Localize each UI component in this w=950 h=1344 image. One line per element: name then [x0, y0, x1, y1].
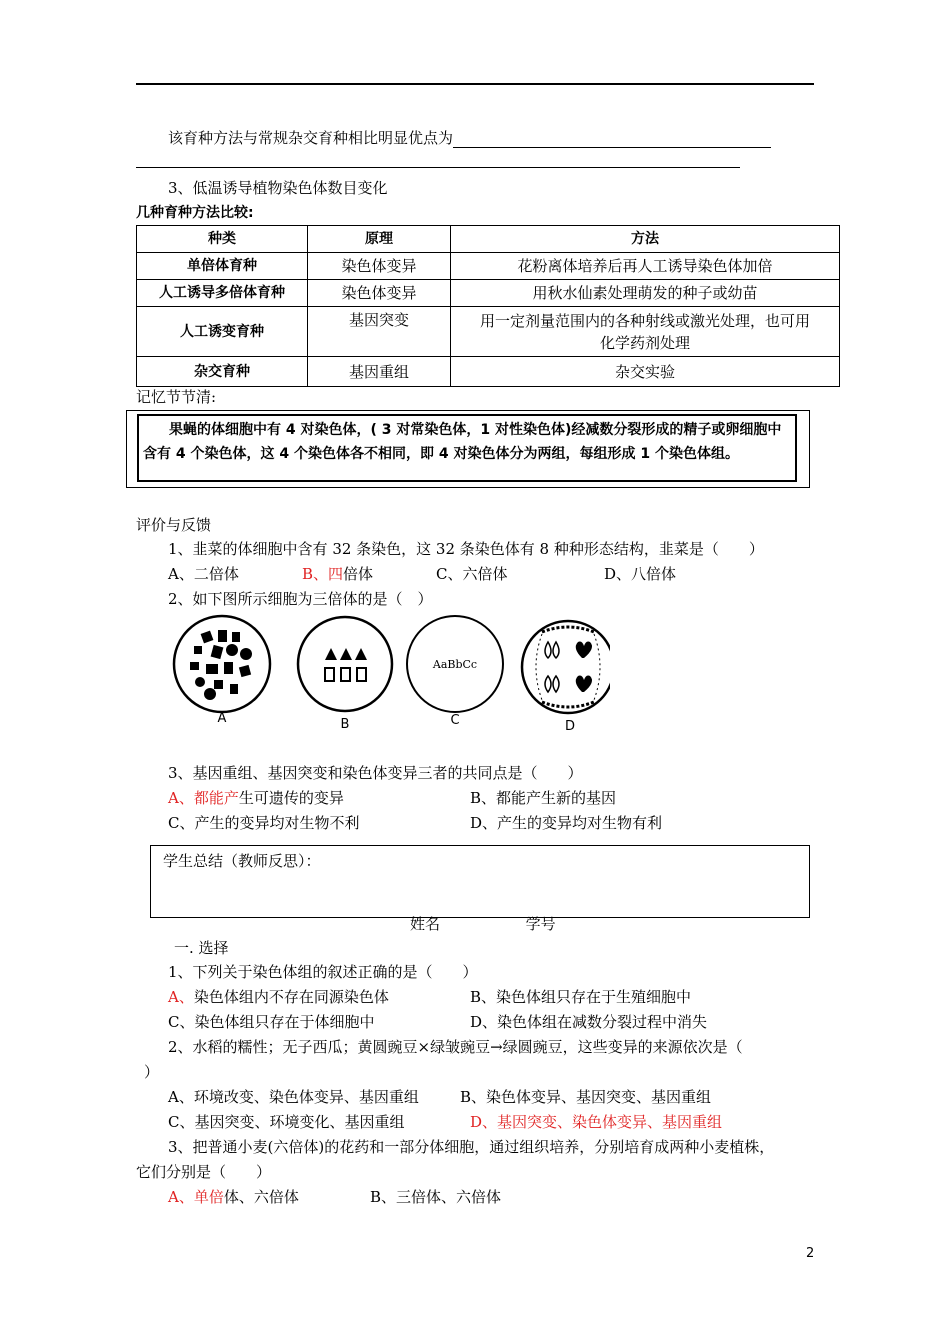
- quiz-q3-option-b[interactable]: B、三倍体、六倍体: [370, 1188, 502, 1206]
- table-row: [137, 307, 840, 357]
- quiz-q1-option-a[interactable]: [168, 987, 389, 1007]
- comparison-title: 几种育种方法比较:: [136, 205, 254, 221]
- row-kind: 单倍体育种: [137, 253, 308, 280]
- row-method: 花粉离体培养后再人工诱导染色体加倍: [451, 253, 840, 280]
- quiz-q3-stem-cont: 它们分别是（ ）: [136, 1163, 272, 1181]
- eval-q1-option-c[interactable]: C、六倍体: [436, 565, 508, 583]
- quiz-q2-stem: 2、水稻的糯性；无子西瓜；黄圆豌豆×绿皱豌豆→绿圆豌豆，这些变异的来源依次是（: [168, 1038, 743, 1056]
- row-principle: 染色体变异: [308, 280, 451, 307]
- eval-q1-option-b[interactable]: [302, 564, 373, 584]
- eval-q1-option-b-rest: 倍体: [343, 565, 374, 583]
- quiz-q3-option-a-rest: 体、六倍体: [223, 1188, 299, 1206]
- quiz-q3-stem: 3、把普通小麦(六倍体)的花药和一部分体细胞，通过组织培养，分别培育成两种小麦植株，: [168, 1138, 775, 1156]
- advantage-label: 该育种方法与常规杂交育种相比明显优点为: [168, 129, 454, 147]
- header-principle: 原理: [308, 226, 451, 253]
- cell-d-figure[interactable]: [522, 621, 610, 713]
- row-method: 用秋水仙素处理萌发的种子或幼苗: [451, 280, 840, 307]
- cell-label-c: C: [450, 713, 460, 728]
- table-row: [137, 357, 840, 387]
- quiz-q2-option-a[interactable]: A、环境改变、染色体变异、基因重组: [168, 1088, 419, 1106]
- header-method: 方法: [451, 226, 840, 253]
- cell-c-figure[interactable]: [407, 616, 503, 712]
- memo-label: 记忆节节清:: [136, 388, 217, 406]
- cell-label-a: A: [217, 711, 227, 726]
- name-blank[interactable]: [445, 917, 521, 932]
- row-kind: 人工诱变育种: [137, 307, 308, 357]
- cell-diagram-figure: [170, 612, 610, 738]
- quiz-q2-answer-mark: D、基因突变、染色体变异、基因重组: [470, 1113, 723, 1131]
- row-principle: 基因突变: [308, 307, 451, 357]
- row-kind: 杂交育种: [137, 357, 308, 387]
- eval-q3-stem: 3、基因重组、基因突变和染色体变异三者的共同点是（ ）: [168, 764, 583, 782]
- name-label: 姓名: [410, 915, 441, 932]
- quiz-q2-stem-cont: ）: [144, 1063, 160, 1081]
- breeding-comparison-table: [136, 225, 840, 387]
- quiz-q1-option-c[interactable]: C、染色体组只存在于体细胞中: [168, 1013, 375, 1031]
- eval-q1-answer-mark: B、四: [302, 565, 344, 583]
- id-label: 学号: [525, 915, 556, 932]
- header-kind: 种类: [137, 226, 308, 253]
- quiz-q3-answer-mark: A、单倍: [168, 1188, 224, 1206]
- identity-line: [410, 914, 652, 932]
- eval-q2-stem: 2、如下图所示细胞为三倍体的是（ ）: [168, 590, 433, 608]
- evaluation-title: 评价与反馈: [136, 516, 212, 534]
- eval-q3-option-a[interactable]: [168, 788, 344, 808]
- item-3-heading: 3、低温诱导植物染色体数目变化: [168, 179, 388, 197]
- cell-label-b: B: [340, 717, 350, 732]
- quiz-q1-option-b[interactable]: B、染色体组只存在于生殖细胞中: [470, 988, 692, 1006]
- student-summary-box[interactable]: [150, 845, 810, 918]
- eval-q1-option-a[interactable]: A、二倍体: [168, 565, 239, 583]
- cell-a-figure[interactable]: [174, 616, 270, 712]
- quiz-section-title: 一. 选择: [174, 939, 229, 957]
- quiz-q2-option-d[interactable]: [470, 1112, 722, 1132]
- table-row: [137, 253, 840, 280]
- row-method-line: 化学药剂处理: [599, 333, 690, 352]
- quiz-q1-stem: 1、下列关于染色体组的叙述正确的是（ ）: [168, 963, 478, 981]
- eval-q3-option-d[interactable]: D、产生的变异均对生物有利: [470, 814, 663, 832]
- cell-label-d: D: [564, 719, 576, 734]
- header-rule: [136, 83, 814, 85]
- cell-c-genotype: AaBbCc: [432, 658, 478, 671]
- eval-q3-option-c[interactable]: C、产生的变异均对生物不利: [168, 814, 360, 832]
- eval-q1-option-d[interactable]: D、八倍体: [604, 565, 677, 583]
- row-principle: 染色体变异: [308, 253, 451, 280]
- cell-b-figure[interactable]: [298, 617, 392, 711]
- advantage-question: [168, 128, 771, 148]
- id-blank[interactable]: [556, 917, 652, 932]
- memo-text: [137, 414, 797, 482]
- page-number: 2: [806, 1246, 815, 1261]
- row-kind: 人工诱导多倍体育种: [137, 280, 308, 307]
- eval-q1-stem: 1、韭菜的体细胞中含有 32 条染色，这 32 条染色体有 8 种种形态结构，韭菜是（ ）: [168, 540, 764, 558]
- eval-q3-option-a-rest: 生可遗传的变异: [238, 789, 344, 807]
- quiz-q1-answer-mark: A、: [168, 988, 194, 1006]
- quiz-q1-option-a-rest: 染色体组内不存在同源染色体: [193, 988, 389, 1006]
- answer-line[interactable]: [136, 167, 740, 168]
- row-method: 杂交实验: [451, 357, 840, 387]
- row-method: [451, 307, 840, 357]
- quiz-q2-option-c[interactable]: C、基因突变、环境变化、基因重组: [168, 1113, 405, 1131]
- table-header-row: [137, 226, 840, 253]
- quiz-q3-option-a[interactable]: [168, 1187, 299, 1207]
- row-principle: 基因重组: [308, 357, 451, 387]
- table-row: [137, 280, 840, 307]
- eval-q3-option-b[interactable]: B、都能产生新的基因: [470, 789, 617, 807]
- row-method-line: 用一定剂量范围内的各种射线或激光处理，也可用: [479, 311, 810, 330]
- advantage-answer-blank[interactable]: [453, 129, 771, 148]
- quiz-q2-option-b[interactable]: B、染色体变异、基因突变、基因重组: [460, 1088, 712, 1106]
- eval-q3-answer-mark: A、都能产: [168, 789, 239, 807]
- quiz-q1-option-d[interactable]: D、染色体组在减数分裂过程中消失: [470, 1013, 708, 1031]
- summary-label: 学生总结（教师反思）：: [163, 852, 321, 870]
- memo-content: 果蝇的体细胞中有 4 对染色体，( 3 对常染色体，1 对性染色体)经减数分裂形成的精子或卵细胞中含有 4 个染色体，这 4 个染色体各不相同，即 4 对染色体分为两组，每组形成 1 个染色体组。: [143, 422, 782, 462]
